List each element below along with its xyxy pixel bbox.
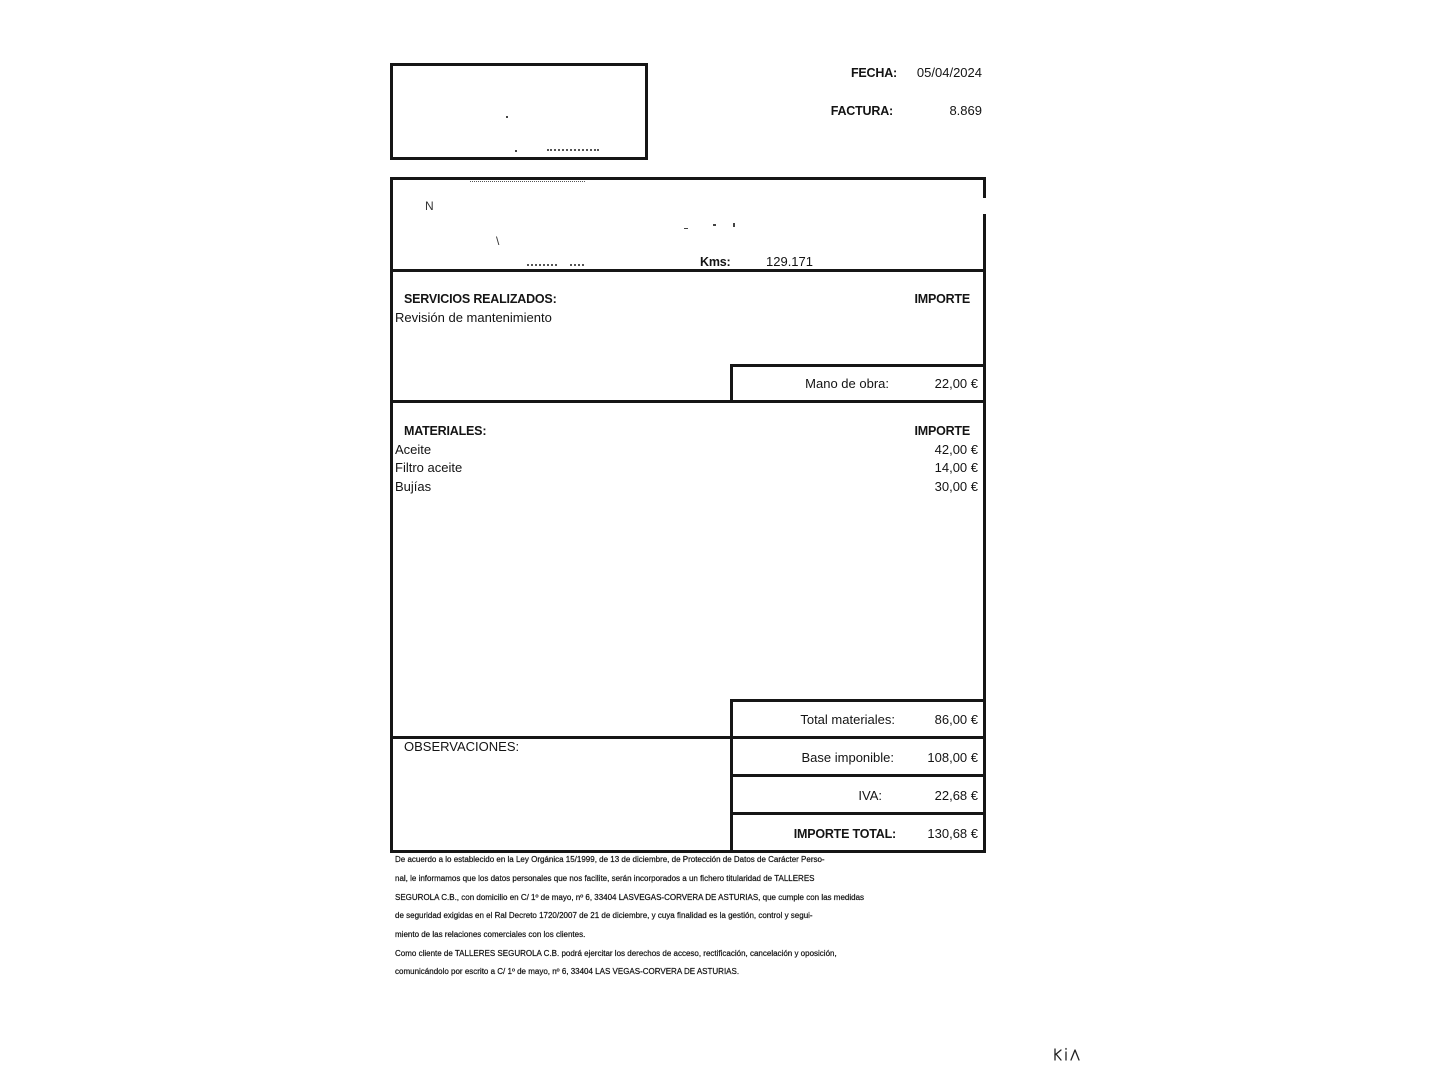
totals-top [730,699,986,702]
issuer-box [390,63,648,160]
redaction-residue [506,116,508,118]
observations-label: OBSERVACIONES: [404,739,520,754]
labor-box-top [730,364,986,367]
kia-logo-icon [1052,1044,1084,1064]
labor-label: Mano de obra: [805,376,889,391]
redaction-residue [515,150,517,152]
grand-total-label: IMPORTE TOTAL: [793,827,896,841]
redaction-residue [713,224,716,226]
services-separator [390,400,986,403]
legal-notice-line: nal, le informamos que los datos personales que nos facilite, serán incorporados a un fichero titularidad de TALLERES [395,874,815,883]
labor-box-left [730,364,733,402]
legal-notice-line: miento de las relaciones comerciales con los clientes. [395,930,586,939]
material-name: Filtro aceite [395,460,463,475]
legal-notice-line: comunicándolo por escrito a C/ 1º de mayo, nº 6, 33404 LAS VEGAS-CORVERA DE ASTURIAS. [395,967,740,976]
material-amount: 42,00 € [934,442,978,457]
material-amount: 30,00 € [934,479,978,494]
material-name: Aceite [395,442,432,457]
customer-fragment: \ [496,234,500,248]
legal-notice-line: Como cliente de TALLERES SEGUROLA C.B. podrá ejercitar los derechos de acceso, rectificación, cancelación y oposición, [395,949,837,958]
factura-value: 8.869 [949,103,982,118]
redaction-residue [527,264,557,266]
kms-value: 129.171 [766,254,813,269]
grand-total-value: 130,68 € [927,826,978,841]
legal-notice-line: De acuerdo a lo establecido en la Ley Orgánica 15/1999, de 13 de diciembre, de Protección de Datos de Carácter Perso- [395,855,825,864]
redaction-residue [733,223,735,227]
total-materials-label: Total materiales: [800,712,895,727]
totals-separator [730,774,986,777]
vat-label: IVA: [858,788,882,803]
fecha-value: 05/04/2024 [916,65,982,80]
materials-amount-header: IMPORTE [914,424,970,438]
legal-notice-line: SEGUROLA C.B., con domicilio en C/ 1º de mayo, nº 6, 33404 LASVEGAS-CORVERA DE ASTURIAS, que cumple con las medidas [395,893,865,902]
customer-fragment: N [425,199,434,213]
kms-label: Kms: [700,255,731,269]
total-materials-value: 86,00 € [934,712,978,727]
fecha-label: FECHA: [850,66,897,80]
legal-notice-line: de seguridad exigidas en el Ral Decreto 1720/2007 de 21 de diciembre, y cuya finalidad es la gestión, control y segui- [395,911,813,920]
frame-gap [982,198,987,214]
labor-value: 22,00 € [934,376,978,391]
tax-base-value: 108,00 € [927,750,978,765]
material-name: Bujías [395,479,432,494]
totals-separator [730,812,986,815]
redaction-residue [470,181,585,182]
materials-title: MATERIALES: [404,424,487,438]
service-item: Revisión de mantenimiento [395,310,552,325]
services-title: SERVICIOS REALIZADOS: [404,292,557,306]
services-amount-header: IMPORTE [914,292,970,306]
redaction-residue [547,149,599,151]
customer-separator [390,269,986,272]
tax-base-label: Base imponible: [801,750,894,765]
factura-label: FACTURA: [830,104,893,118]
vat-value: 22,68 € [934,788,978,803]
redaction-residue [684,228,688,229]
redaction-residue [570,264,584,266]
material-amount: 14,00 € [934,460,978,475]
